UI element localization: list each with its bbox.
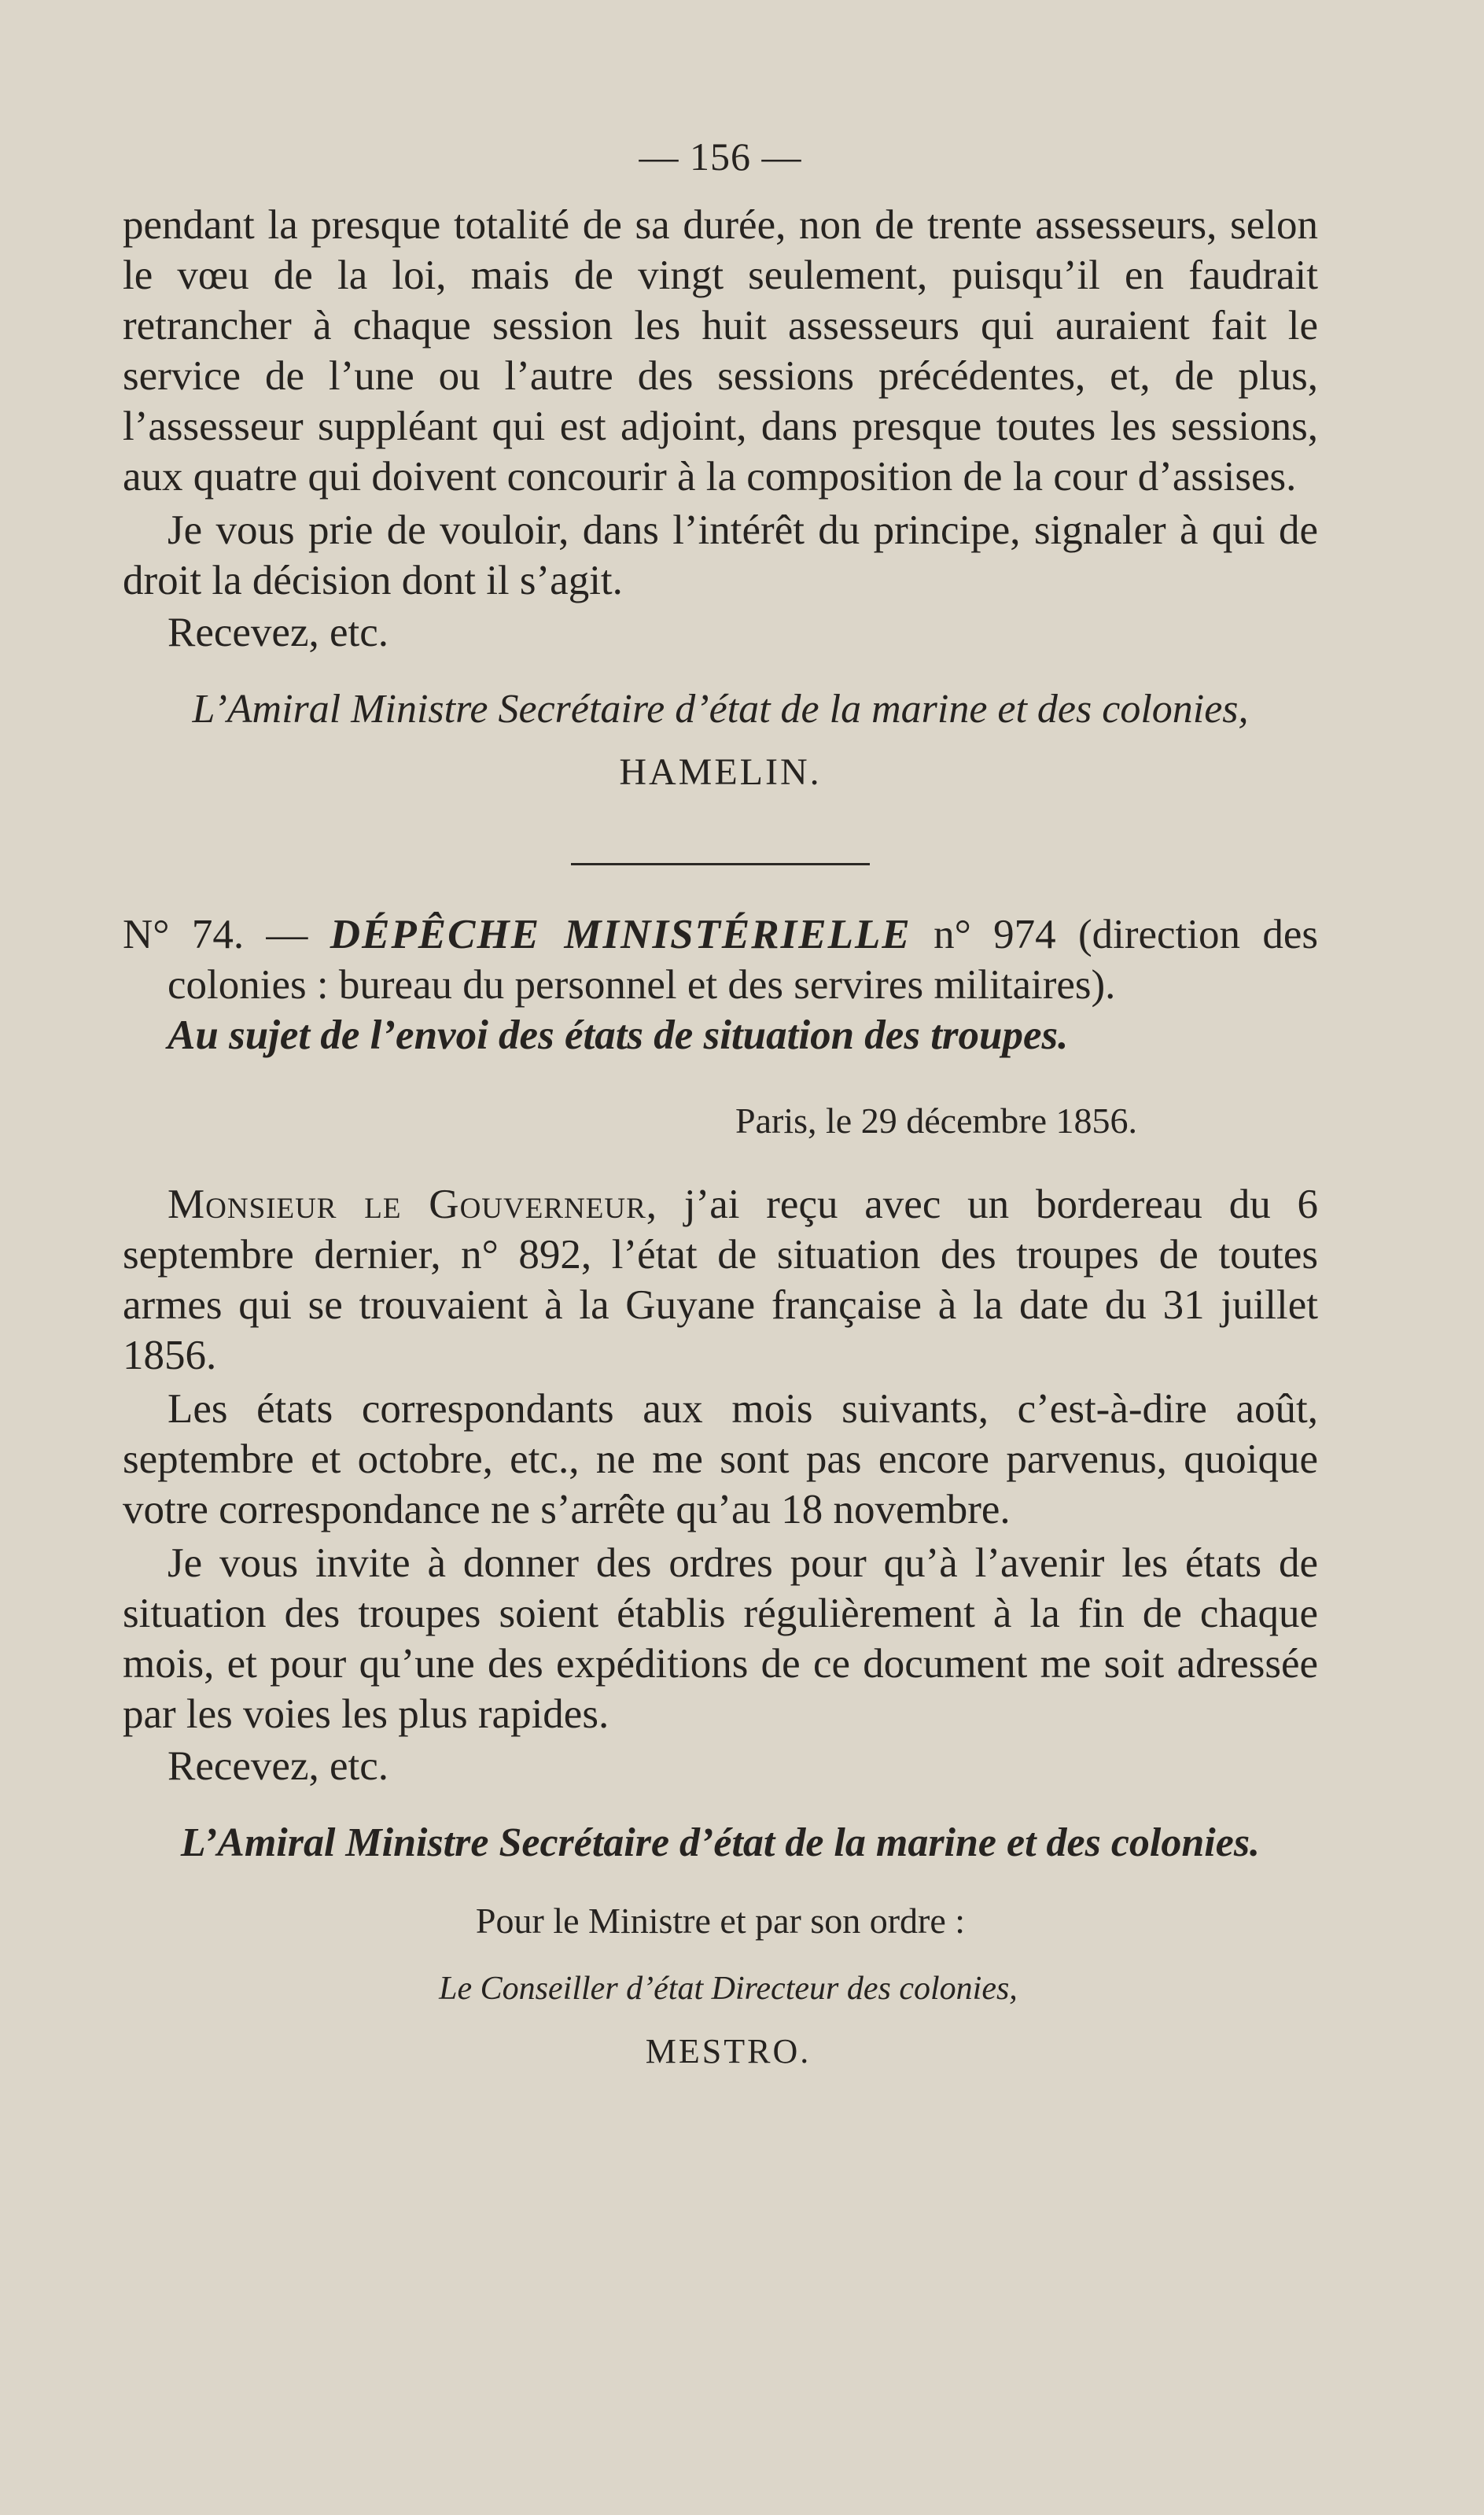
dispatch-paragraph: Je vous invite à donner des ordres pour qu’à l’avenir les états de situation des troupes soient établis régulièrement à la fin de chaque mois, et pour qu’une des expéditions de ce document me soit adressée par les voies les plus rapides. [123,1540,1318,1737]
dispatch-section [123,909,1318,2071]
dispatch-paragraph [123,1179,1318,1381]
dispatch-signature-title: L’Amiral Ministre Secrétaire d’état de la marine et des colonies. [180,1820,1261,1865]
dispatch-type: DÉPÊCHE MINISTÉRIELLE [330,912,911,957]
dispatch-subject: Au sujet de l’envoi des états de situation des troupes. [168,1012,1069,1058]
signature-title: L’Amiral Ministre Secrétaire d’état de la marine et des colonies, [192,687,1249,732]
letter-closing: Recevez, etc. [168,610,388,655]
section-divider [571,863,870,865]
first-letter [123,200,1318,794]
dispatch-number: N° 74. — [123,912,308,957]
dispatch-paragraph: Les états correspondants aux mois suivants, c’est-à-dire août, septembre et octobre, etc., ne me sont pas encore parvenus, quoique votre correspondance ne s’arrête qu’au 18 novembre. [123,1386,1318,1532]
dispatch-closing: Recevez, etc. [168,1743,388,1789]
salutation: Monsieur le Gouverneur, [168,1182,657,1227]
dispatch-reference: n° 974 (direction des colonies : bureau du personnel et des servires militaires). [168,912,1319,1008]
dispatch-heading [123,909,1318,1060]
dispatch-dateline: Paris, le 29 décembre 1856. [735,1101,1137,1141]
dispatch-paragraph-text: j’ai reçu avec un bordereau du 6 septembre dernier, n° 892, l’état de situation des troupes de toutes armes qui se trouvaient à la Guyane française à la date du 31 juillet 1856. [123,1182,1319,1378]
order-line: Pour le Ministre et par son ordre : [475,1901,966,1941]
director-title: Le Conseiller d’état Directeur des colonies, [439,1971,1018,2007]
signature-name: HAMELIN. [619,751,822,793]
letter-paragraph: pendant la presque totalité de sa durée, non de trente assesseurs, selon le vœu de la loi, mais de vingt seulement, puisqu’il en faudrait retrancher à chaque session les huit assesseurs qui auraient fait le service de l’une ou l’autre des sessions précédentes, et, de plus, l’assesseur suppléant qui est adjoint, dans presque toutes les sessions, aux quatre qui doivent concourir à la composition de la cour d’assises. [123,202,1318,500]
director-name: MESTRO. [645,2032,812,2071]
page-number: — 156 — [639,135,802,179]
document-page [123,134,1318,2071]
dispatch-body [123,1179,1318,1791]
letter-paragraph: Je vous prie de vouloir, dans l’intérêt du principe, signaler à qui de droit la décision dont il s’agit. [123,507,1318,603]
